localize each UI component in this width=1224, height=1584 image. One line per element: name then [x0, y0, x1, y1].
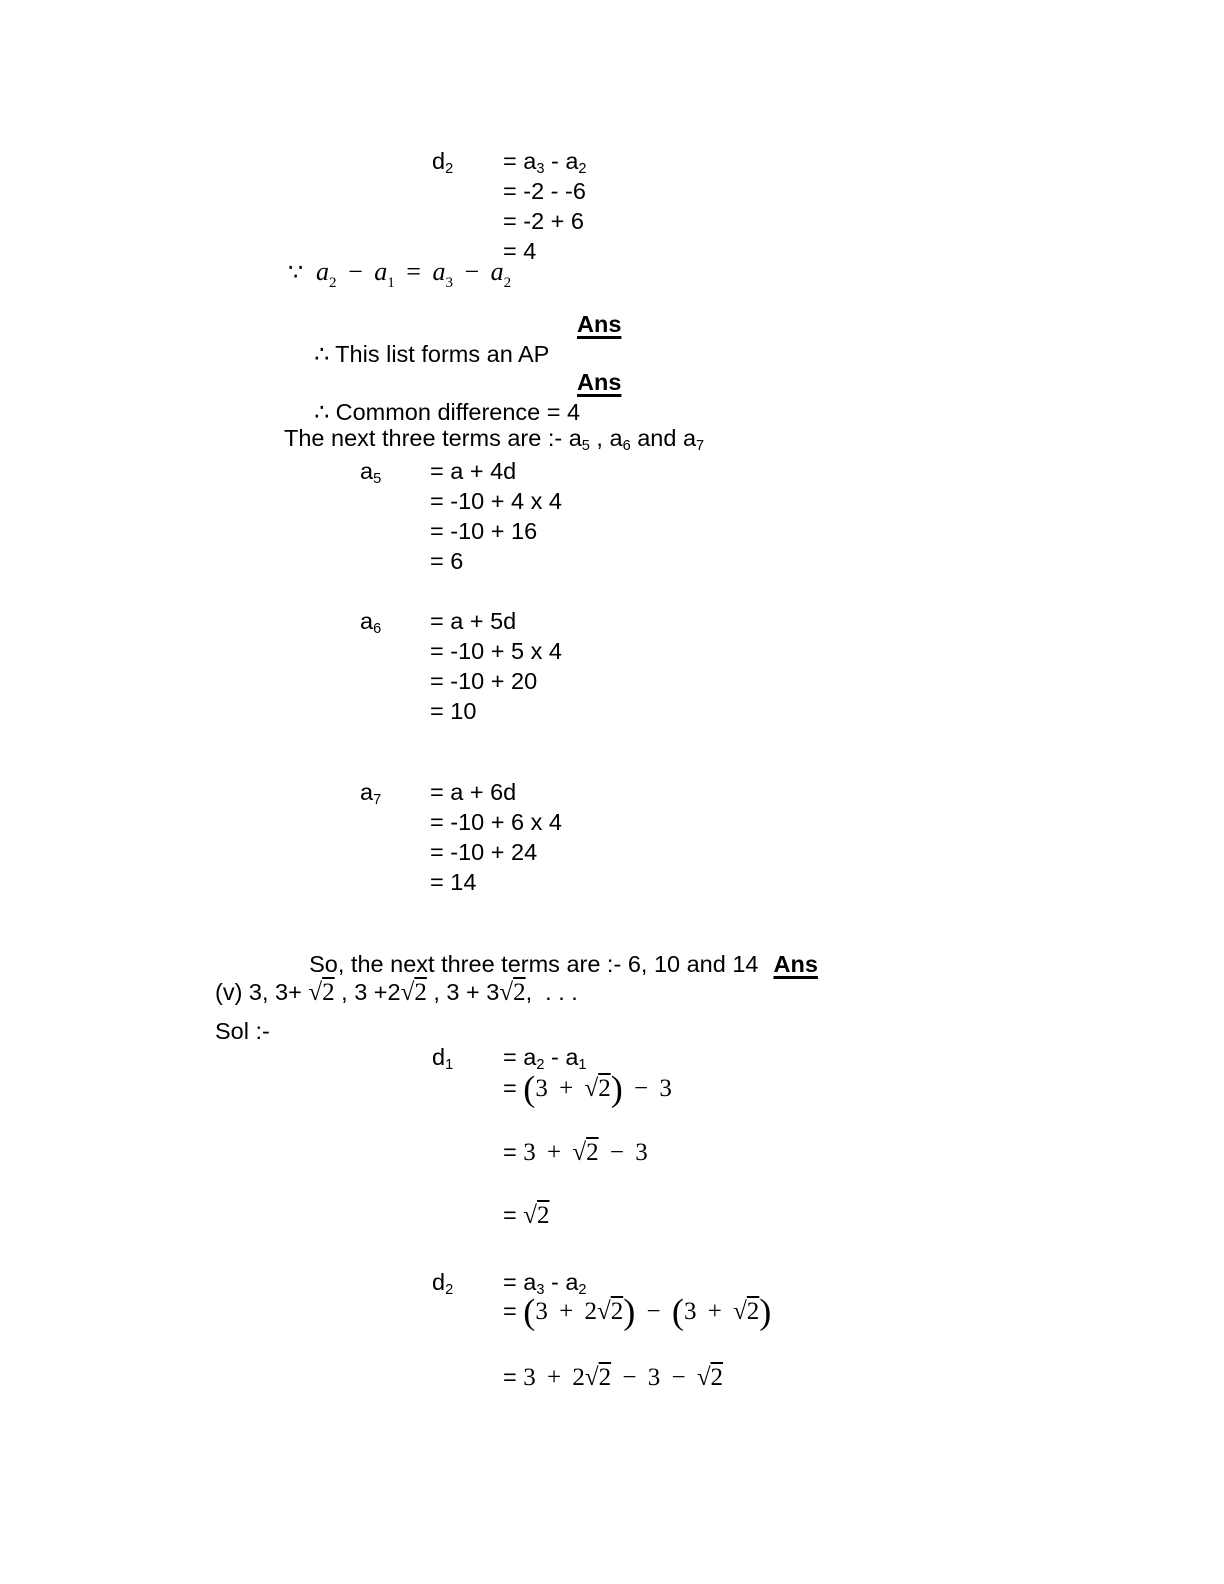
d2-term-label: $d_2$: [432, 148, 454, 178]
equation-line: = $a_2 - a_1$: [503, 1044, 587, 1074]
ans-badge: Ans: [577, 311, 622, 337]
d2-math-line: = 3 + 2√2 − 3 − √2: [503, 1364, 724, 1391]
a6-equation-column: [430, 606, 562, 726]
equation-line: = -10 + 5 x 4: [430, 638, 562, 664]
equation-line: = a + 4d: [430, 458, 517, 484]
d2-equation-column: [503, 146, 587, 266]
a7-term-label: $a_7$: [360, 779, 382, 809]
equation-line: = a + 6d: [430, 779, 517, 805]
equation-line: = -2 + 6: [503, 208, 584, 234]
equation-line: = -10 + 16: [430, 518, 538, 544]
equation-line: = 4: [503, 238, 537, 264]
ans-badge: Ans: [773, 951, 818, 977]
a5-equation-column: [430, 456, 562, 576]
conclusion-ap-text: ∴ This list forms an AP: [314, 341, 550, 367]
equation-line: = 6: [430, 548, 464, 574]
equation-line: = -10 + 20: [430, 668, 538, 694]
d1-math-line: = √2: [503, 1202, 550, 1229]
next-terms-intro: The next three terms are :- $a_5$ , $a_6$ and $a_7$: [284, 425, 705, 455]
because-equation: ∵ $a_2 - a_1 = a_3 - a_2$: [288, 257, 512, 291]
a5-term-label: $a_5$: [360, 458, 382, 488]
equation-line: = -10 + 24: [430, 839, 538, 865]
conclusion-cd-text: ∴ Common difference = 4: [314, 399, 581, 425]
d2-term-label: $d_2$: [432, 1269, 454, 1299]
d1-math-line: = (3 + √2) − 3: [503, 1068, 672, 1109]
equation-line: = -10 + 6 x 4: [430, 809, 562, 835]
solution-label: Sol :-: [215, 1018, 270, 1044]
ans-badge: Ans: [577, 369, 622, 395]
d1-equation-column: [503, 1042, 587, 1072]
d2-equation-column: [503, 1267, 587, 1297]
d1-math-line: = 3 + √2 − 3: [503, 1139, 648, 1166]
part-v-heading: (v) 3, 3+ √2 , 3 +2√2 , 3 + 3√2, . . .: [215, 979, 578, 1006]
d2-math-line: = (3 + 2√2) − (3 + √2): [503, 1291, 772, 1332]
equation-line: = -2 - -6: [503, 178, 586, 204]
equation-line: = $a_3 - a_2$: [503, 148, 587, 178]
equation-line: = $a_3 - a_2$: [503, 1269, 587, 1299]
a7-equation-column: [430, 777, 562, 897]
equation-line: = -10 + 4 x 4: [430, 488, 562, 514]
equation-line: = 10: [430, 698, 477, 724]
equation-line: = a + 5d: [430, 608, 517, 634]
a6-term-label: $a_6$: [360, 608, 382, 638]
so-conclusion-text: So, the next three terms are :- 6, 10 and 14: [309, 951, 759, 977]
equation-line: = 14: [430, 869, 477, 895]
d1-term-label: $d_1$: [432, 1044, 454, 1074]
